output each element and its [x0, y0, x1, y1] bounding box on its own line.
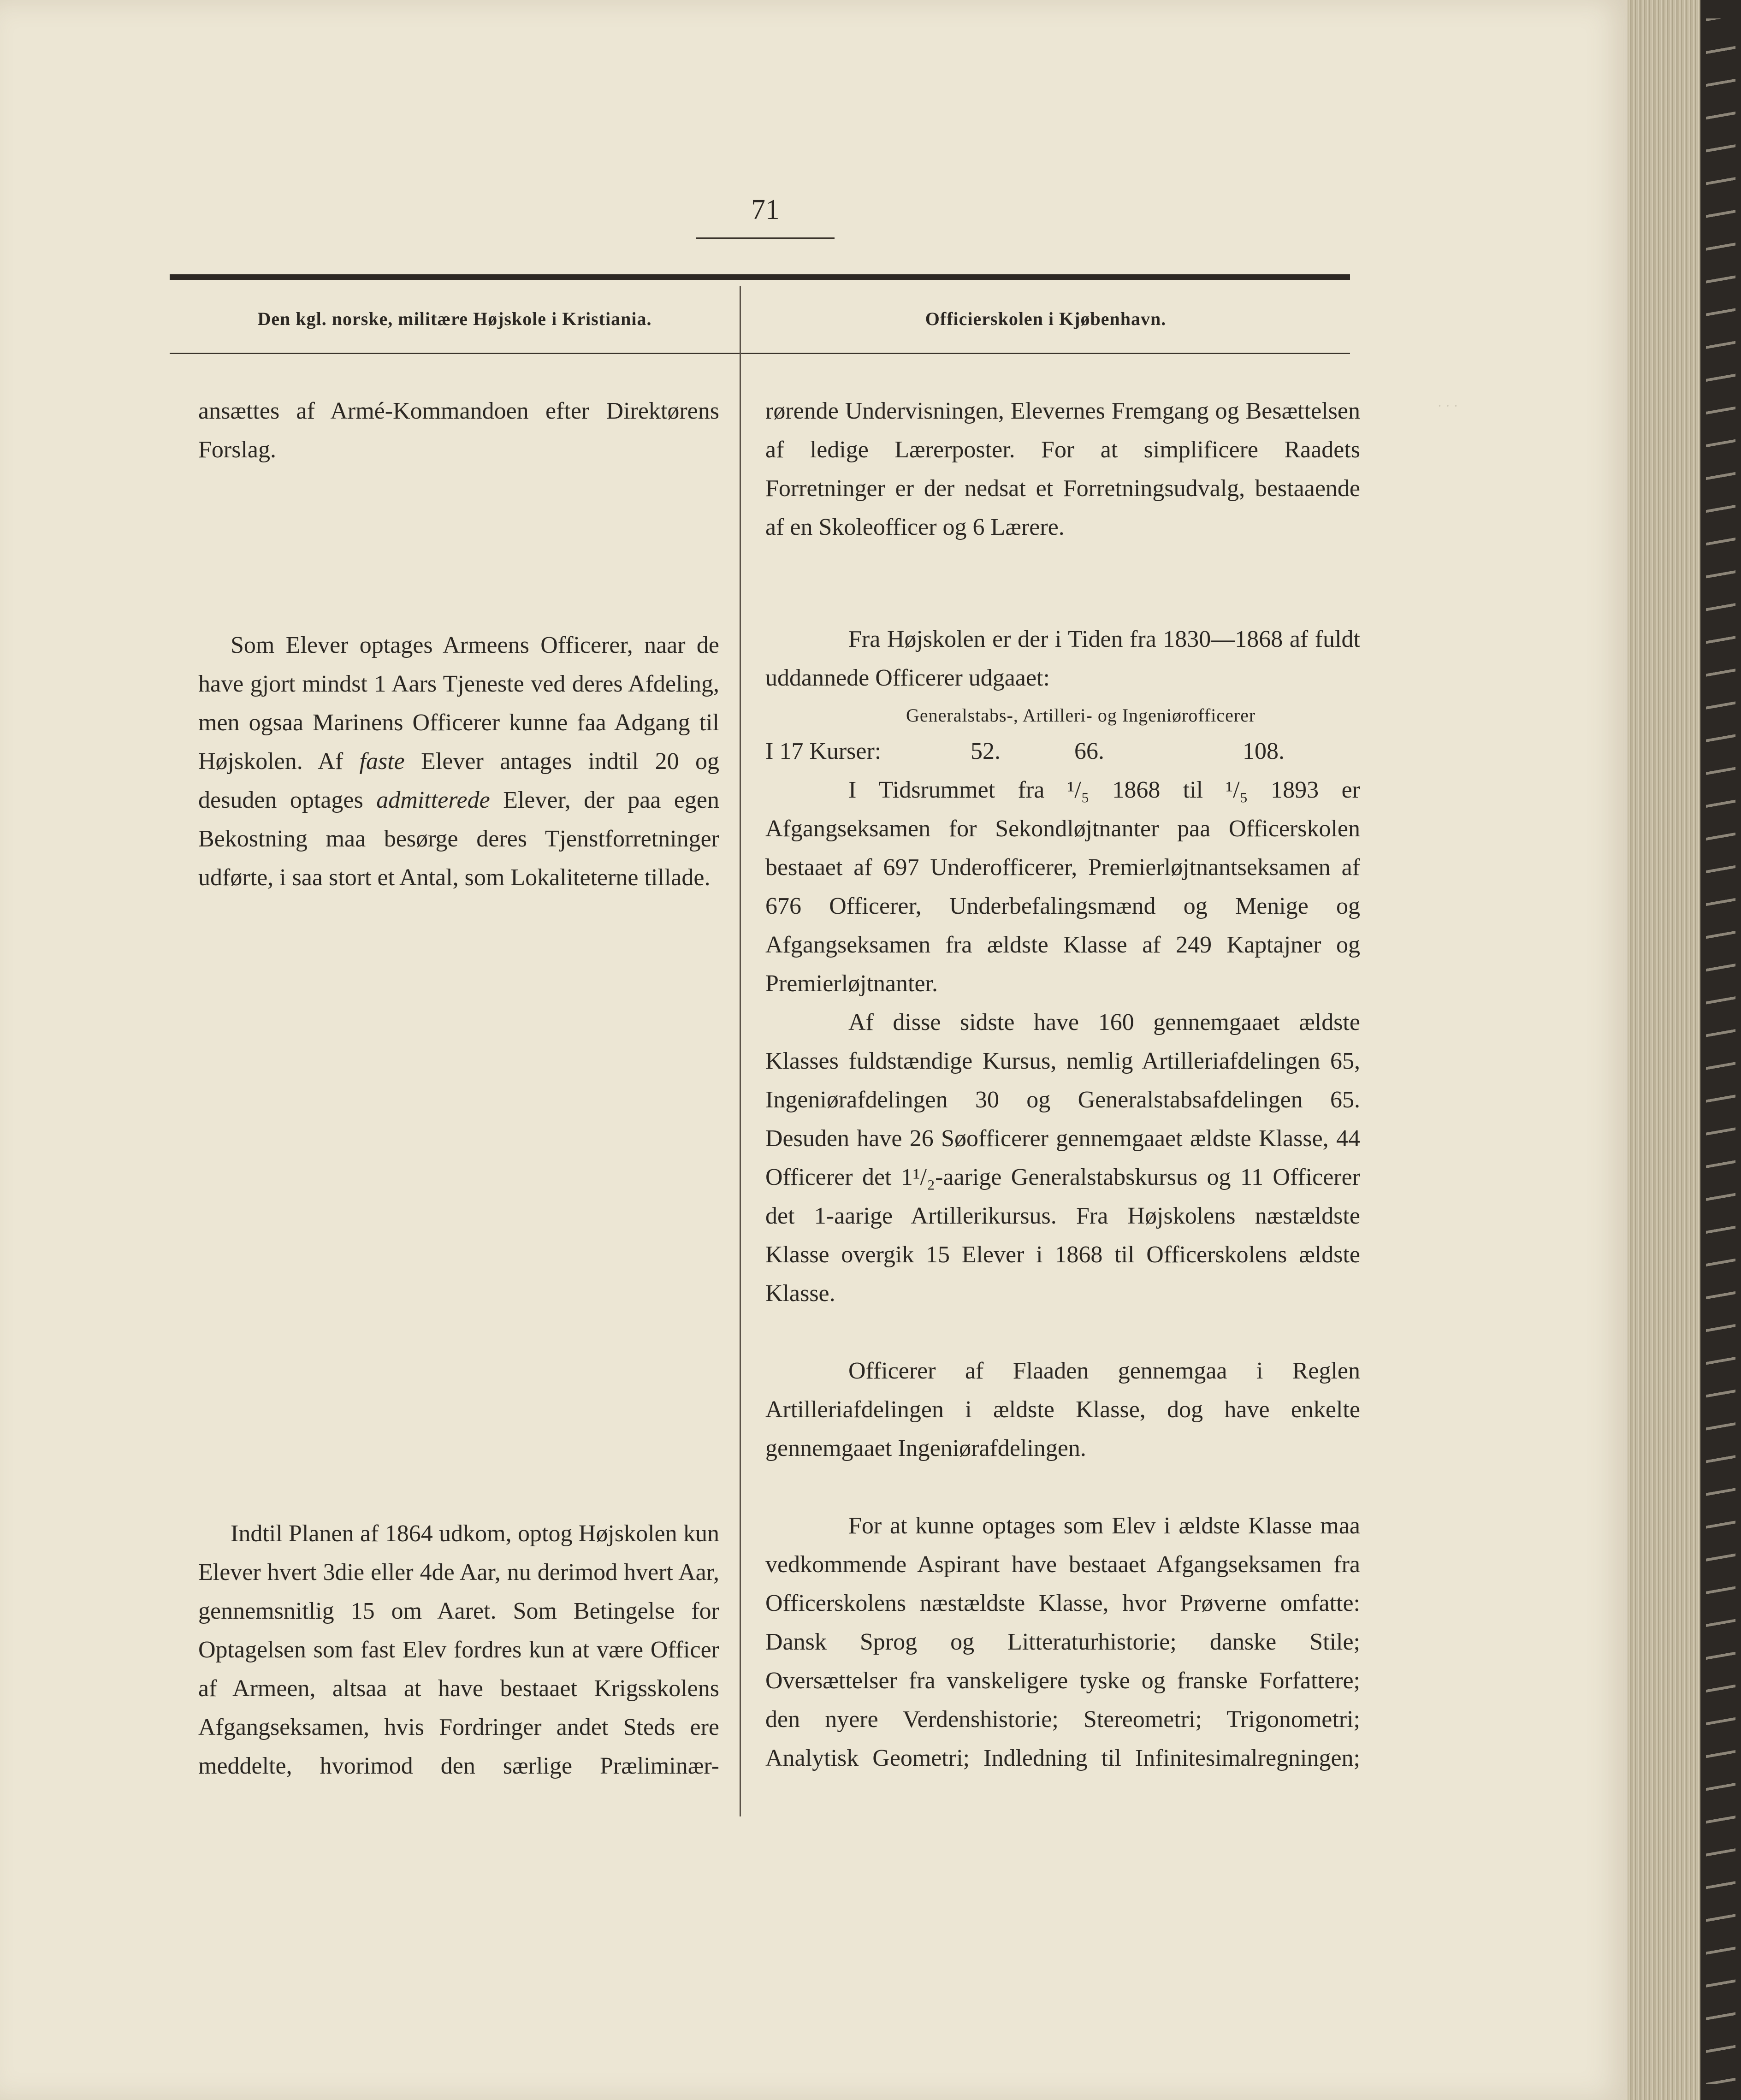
header-bottom-rule: [170, 353, 1350, 354]
left-column-heading: Den kgl. norske, militære Højskole i Kristiania.: [257, 308, 652, 329]
right-paragraph-3: I Tidsrummet fra ¹/₅ 1868 til ¹/₅ 1893 er Afgangseksamen for Sekondløjtnanter paa Officerskolen bestaaet af 697 Underofficerer, Premierløjtnantseksamen af 676 Officerer, Underbefalingsmænd og Menige og Afgangseksamen fra ældste Klasse af 249 Kaptajner og Premierløjtnanter.: [765, 777, 1360, 997]
left-paragraph-2-text-a: Som Elever optages Armeens Officerer, naar de have gjort mindst 1 Aars Tjeneste ved deres Afdeling, men ogsaa Marinens Officerer kunne faa Adgang til Højskolen. Af: [198, 632, 719, 775]
right-paragraph-6: For at kunne optages som Elev i ældste Klasse maa vedkommende Aspirant have bestaaet Afgangseksamen fra Officerskolens næstældste Klasse, hvor Prøverne omfatte: Dansk Sprog og Litteraturhistorie; danske Stile; Oversættelser fra vanskeligere tyske og franske Forfattere; den nyere Verdenshistorie; Stereometri; Trigonometri; Analytisk Geometri; Indledning til Infinitesimalregningen;: [765, 1513, 1360, 1771]
left-paragraph-1: ansættes af Armé-Kommandoen efter Direktørens Forslag.: [198, 398, 719, 463]
left-paragraph-2-text-b: Elever antages indtil 20 og desuden optages: [198, 748, 720, 813]
spine-marbling: [1706, 18, 1735, 2084]
left-paragraph-3: Indtil Planen af 1864 udkom, optog Højskolen kun Elever hvert 3die eller 4de Aar, nu derimod hvert Aar, gennemsnitlig 15 om Aaret. Som Betingelse for Optagelsen som fast Elev fordres kun at være Officer af Armeen, altsaa at have bestaaet Krigsskolens Afgangseksamen, hvis Fordringer andet Steds ere meddelte, hvorimod den særlige Præliminær-: [198, 1520, 719, 1779]
page-number: 71: [751, 194, 780, 225]
officer-table-cell: 52.: [971, 738, 1001, 764]
italic-term-admitterede: admitterede: [376, 787, 490, 813]
column-divider: [740, 286, 741, 1816]
officer-table-cell: 66.: [1074, 738, 1104, 764]
header-top-rule: [170, 274, 1350, 280]
page-number-rule: [696, 237, 835, 239]
left-paragraph-2: [198, 626, 719, 897]
officer-table-row-label: I 17 Kurser:: [765, 738, 882, 764]
right-paragraph-4: Af disse sidste have 160 gennemgaaet ældste Klasses fuldstændige Kursus, nemlig Artilleriafdelingen 65, Ingeniørafdelingen 30 og Generalstabsafdelingen 65. Desuden have 26 Søofficerer gennemgaaet ældste Klasse, 44 Officerer det 1¹/₂-aarige Generalstabskursus og 11 Officerer det 1-aarige Artillerikursus. Fra Højskolens næstældste Klasse overgik 15 Elever i 1868 til Officerskolens ældste Klasse.: [765, 1009, 1360, 1307]
left-paragraph-2-text-c: Elever, der paa egen Bekostning maa besørge deres Tjenstforretninger udførte, i saa stort et Antal, som Lokaliteterne tillade.: [198, 787, 720, 891]
officer-table-row: [765, 738, 1360, 770]
right-paragraph-2: Fra Højskolen er der i Tiden fra 1830—1868 af fuldt uddannede Officerer udgaaet:: [765, 626, 1360, 691]
italic-term-faste: faste: [359, 748, 405, 775]
right-column-heading: Officierskolen i Kjøbenhavn.: [925, 308, 1167, 329]
right-paragraph-1: rørende Undervisningen, Elevernes Fremgang og Besættelsen af ledige Lærerposter. For at simplificere Raadets Forretninger er der nedsat et Forretningsudvalg, bestaaende af en Skoleofficer og 6 Lærere.: [765, 398, 1360, 540]
officer-table-cell: 108.: [1243, 738, 1285, 764]
officer-table-header: Generalstabs-, Artilleri- og Ingeniørofficerer: [906, 705, 1256, 726]
bleed-through-margin-note: · · ·: [1437, 398, 1458, 414]
right-paragraph-5: Officerer af Flaaden gennemgaa i Reglen Artilleriafdelingen i ældste Klasse, dog have enkelte gennemgaaet Ingeniørafdelingen.: [765, 1358, 1360, 1461]
